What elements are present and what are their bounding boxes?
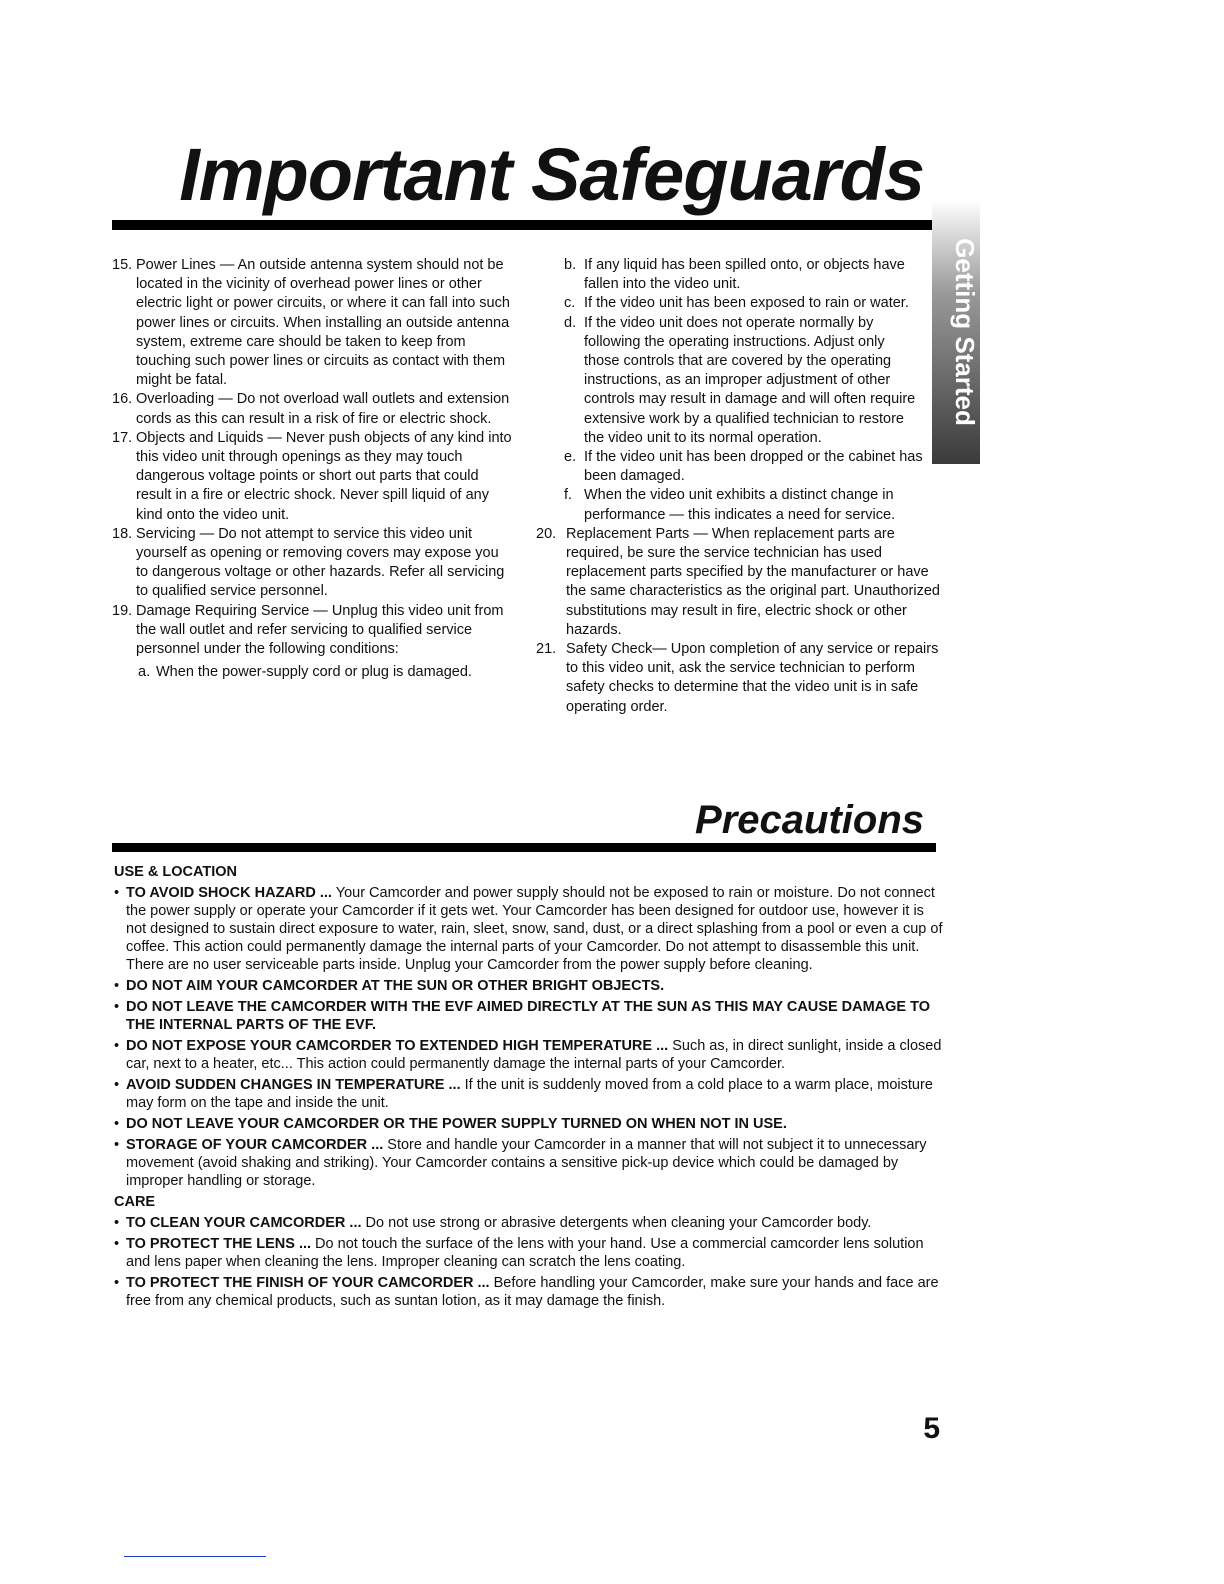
condition-letter: b.	[564, 257, 577, 273]
care-text: Before handling your Camcorder, make sure your hands and face are free from any chemical products, such as suntan lotion, as it may damage the finish.	[126, 1275, 939, 1309]
precaution-item	[114, 977, 944, 995]
condition-text: If the video unit has been exposed to rain or water.	[584, 295, 909, 312]
item-number: 20.	[536, 525, 557, 542]
item-number: 17.	[112, 429, 133, 446]
title-rule	[112, 220, 936, 230]
condition-item	[564, 256, 940, 294]
safeguard-item	[112, 429, 512, 525]
precaution-item	[114, 884, 944, 974]
bullet-mark: •	[114, 1116, 120, 1132]
condition-letter: a.	[138, 664, 151, 681]
precautions-title: Precautions	[695, 798, 924, 842]
condition-item	[564, 486, 940, 524]
page-title: Important Safeguards	[179, 133, 924, 216]
item-number: 15.	[112, 257, 133, 273]
item-text: Overloading — Do not overload wall outlets and extension cords as this can result in a risk of fire or electric shock.	[136, 391, 510, 427]
condition-item	[138, 663, 512, 682]
bullet-mark: •	[114, 885, 120, 901]
item-number: 18.	[112, 525, 133, 542]
precaution-label: AVOID SUDDEN CHANGES IN TEMPERATURE ...	[126, 1077, 461, 1093]
safeguard-item	[536, 640, 940, 717]
precaution-text: Store and handle your Camcorder in a manner that will not subject it to unnecessary movement (avoid shaking and striking). Your Camcorder contains a sensitive pick-up device which could be damaged by improper handling or storage.	[126, 1137, 927, 1189]
bullet-mark: •	[114, 1275, 120, 1291]
precaution-label: TO AVOID SHOCK HAZARD ...	[126, 885, 332, 901]
item-text: Servicing — Do not attempt to service this video unit yourself as opening or removing covers may expose you to dangerous voltage or other hazards. Refer all servicing to qualified service personnel.	[136, 525, 505, 600]
care-item	[114, 1235, 944, 1271]
precautions-section	[114, 861, 944, 1313]
precaution-item	[114, 1076, 944, 1112]
item-number: 19.	[112, 602, 133, 619]
care-label: TO PROTECT THE LENS ...	[126, 1236, 312, 1252]
bullet-mark: •	[114, 1077, 120, 1093]
safeguard-item	[112, 390, 512, 428]
item-text: Objects and Liquids — Never push objects of any kind into this video unit through openings as they may touch dangerous voltage points or short out parts that could result in a fire or electric shock. Never spill liquid of any kind onto the video unit.	[136, 429, 512, 523]
item-text: Replacement Parts — When replacement parts are required, be sure the service technician has used replacement parts specified by the manufacturer or have the same characteristics as the original part. Unauthorized substitutions may result in fire, electric shock or other hazards.	[566, 525, 940, 638]
bullet-mark: •	[114, 1236, 120, 1252]
condition-item	[564, 294, 940, 313]
safeguard-item	[112, 602, 512, 660]
side-tab-label: Getting Started	[950, 238, 980, 426]
condition-letter: d.	[564, 314, 577, 331]
care-item	[114, 1214, 944, 1232]
safeguards-left-column	[112, 256, 512, 682]
condition-letter: c.	[564, 295, 576, 312]
condition-item	[564, 314, 924, 448]
precautions-rule	[112, 843, 936, 852]
bullet-mark: •	[114, 1038, 120, 1054]
item-text: Safety Check— Upon completion of any service or repairs to this video unit, ask the service technician to perform safety checks to determine that the video unit is in safe operating order.	[566, 641, 939, 715]
care-text: Do not touch the surface of the lens with your hand. Use a commercial camcorder lens solution and lens paper when cleaning the lens. Improper cleaning can scratch the lens coating.	[126, 1236, 924, 1270]
precaution-item	[114, 1037, 944, 1073]
item-text: Power Lines — An outside antenna system should not be located in the vicinity of overhead power lines or other electric light or power circuits, or where it can fall into such power lines or circuits. When installing an outside antenna system, extreme care should be taken to keep from touching such power lines or circuits as contact with them might be fatal.	[136, 257, 510, 389]
safeguard-item	[112, 525, 512, 602]
condition-item	[564, 448, 940, 486]
precaution-label: DO NOT EXPOSE YOUR CAMCORDER TO EXTENDED HIGH TEMPERATURE ...	[126, 1038, 669, 1054]
care-item	[114, 1274, 944, 1310]
precaution-label: DO NOT AIM YOUR CAMCORDER AT THE SUN OR OTHER BRIGHT OBJECTS.	[126, 978, 665, 994]
condition-text: If any liquid has been spilled onto, or objects have fallen into the video unit.	[584, 257, 905, 293]
footer-line	[124, 1556, 266, 1557]
item-number: 16.	[112, 391, 133, 408]
precaution-item	[114, 1115, 944, 1133]
item-text: Damage Requiring Service — Unplug this video unit from the wall outlet and refer servicing to qualified service personnel under the following conditions:	[136, 602, 504, 658]
condition-letter: f.	[564, 487, 573, 504]
condition-text: If the video unit does not operate normally by following the operating instructions. Adjust only those controls that are covered by the operating instructions, as an improper adjustment of other controls may result in damage and will often require extensive work by a qualified technician to restore the video unit to its normal operation.	[584, 314, 916, 446]
safeguards-right-column	[536, 256, 940, 717]
precaution-text: If the unit is suddenly moved from a cold place to a warm place, moisture may form on the tape and inside the unit.	[126, 1077, 933, 1111]
care-heading: CARE	[114, 1194, 156, 1210]
bullet-mark: •	[114, 1215, 120, 1231]
precaution-item	[114, 1136, 944, 1190]
condition-text: When the video unit exhibits a distinct change in performance — this indicates a need for service.	[584, 487, 896, 523]
care-text: Do not use strong or abrasive detergents when cleaning your Camcorder body.	[361, 1215, 872, 1231]
condition-text: If the video unit has been dropped or the cabinet has been damaged.	[584, 449, 923, 485]
bullet-mark: •	[114, 978, 120, 994]
precaution-label: DO NOT LEAVE THE CAMCORDER WITH THE EVF AIMED DIRECTLY AT THE SUN AS THIS MAY CAUSE DAMAGE TO THE INTERNAL PARTS OF THE EVF.	[126, 999, 930, 1033]
bullet-mark: •	[114, 999, 120, 1015]
precaution-label: DO NOT LEAVE YOUR CAMCORDER OR THE POWER SUPPLY TURNED ON WHEN NOT IN USE.	[126, 1116, 787, 1132]
care-label: TO PROTECT THE FINISH OF YOUR CAMCORDER ...	[126, 1275, 490, 1291]
precaution-text: Your Camcorder and power supply should not be exposed to rain or moisture. Do not connect the power supply or operate your Camcorder if it gets wet. Your Camcorder has been designed for outdoor use, however it is not designed to sustain direct exposure to water, rain, sleet, snow, sand, dust, or a direct splashing from a pool or even a cup of coffee. This action could permanently damage the internal parts of your Camcorder. Do not attempt to disassemble this unit. There are no user serviceable parts inside. Unplug your Camcorder from the power supply before cleaning.	[126, 885, 943, 973]
safeguard-item	[536, 525, 940, 640]
precaution-text: Such as, in direct sunlight, inside a closed car, next to a heater, etc... This action could permanently damage the internal parts of your Camcorder.	[126, 1038, 942, 1072]
condition-letter: e.	[564, 449, 577, 466]
precaution-item	[114, 998, 944, 1034]
item-number: 21.	[536, 641, 557, 658]
precaution-label: STORAGE OF YOUR CAMCORDER ...	[126, 1137, 384, 1153]
bullet-mark: •	[114, 1137, 120, 1153]
page-number: 5	[923, 1412, 940, 1445]
condition-text: When the power-supply cord or plug is damaged.	[156, 664, 472, 681]
care-label: TO CLEAN YOUR CAMCORDER ...	[126, 1215, 362, 1231]
safeguard-item	[112, 256, 512, 390]
use-location-heading: USE & LOCATION	[114, 864, 237, 880]
